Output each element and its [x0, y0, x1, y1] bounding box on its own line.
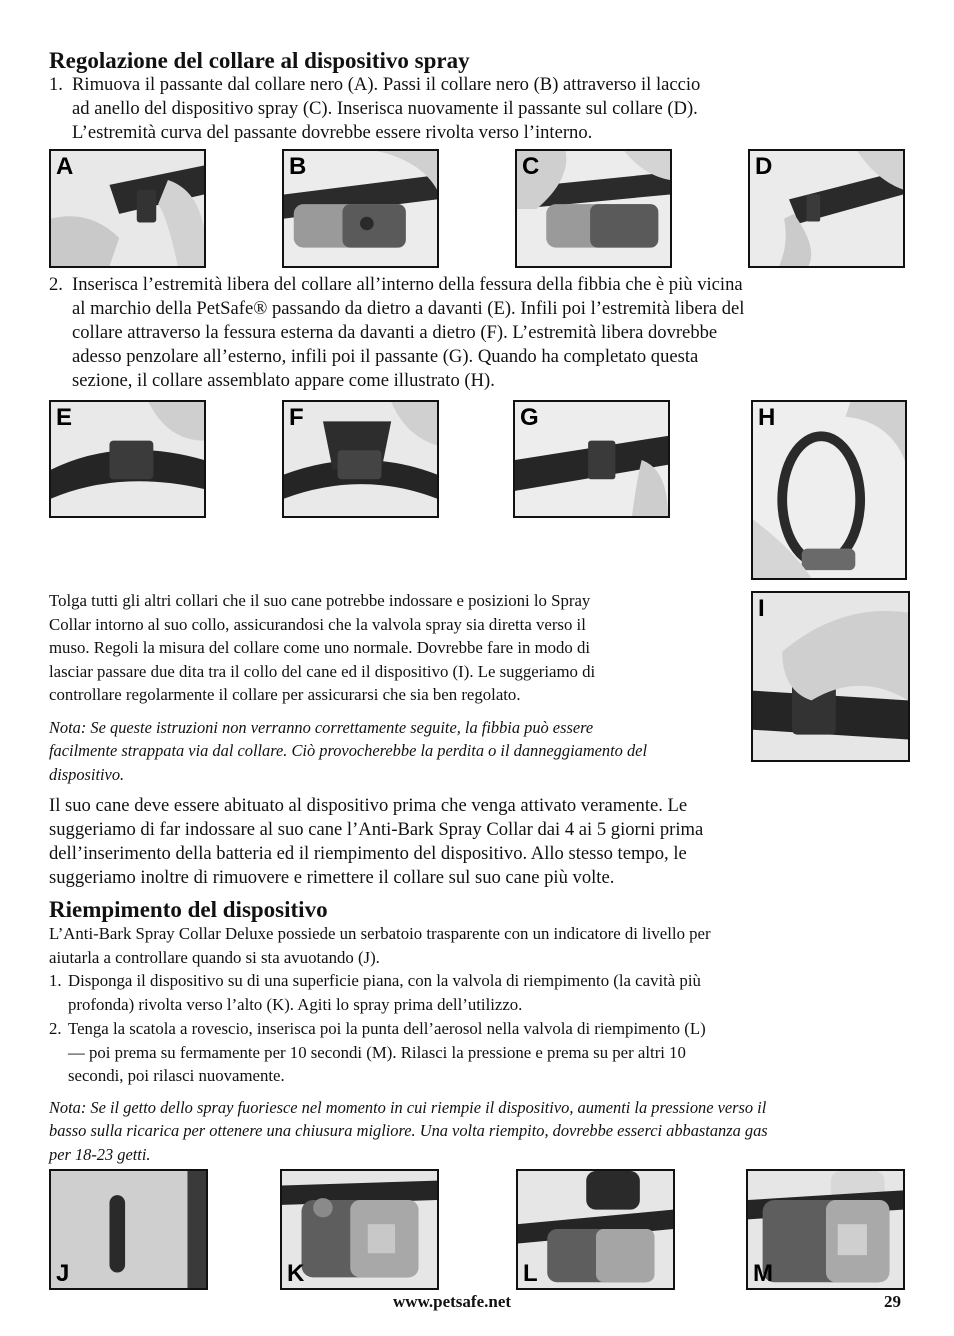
photo-h — [751, 400, 907, 580]
figure-label-d: D — [755, 153, 773, 180]
photo-l — [516, 1169, 675, 1290]
photo-f — [282, 400, 439, 518]
filling-note: Nota: Se il getto dello spray fuoriesce nel momento in cui riempie il dispositivo, aumenti la pressione verso il basso sulla ricarica per ottenere una chiusura migliore. Una volta riempito, dovrebbe esserci abbastanza gas per 18-23 getti. — [49, 1098, 768, 1164]
figure-label-k: K — [287, 1260, 305, 1287]
section-title-collar: Regolazione del collare al dispositivo spray — [49, 48, 470, 73]
figure-label-h: H — [758, 404, 776, 431]
step-1-filling: 1. Disponga il dispositivo su di una superficie piana, con la valvola di riempimento (la cavità più profonda) rivolta verso l’alto (K). Agiti lo spray prima dell’utilizzo. — [49, 971, 701, 1014]
collar-note: Nota: Se queste istruzioni non verranno correttamente seguite, la fibbia può essere facilmente strappata via dal collare. Ciò provocherebbe la perdita o il danneggiamento del dispositivo. — [49, 718, 648, 784]
figure-label-m: M — [753, 1260, 773, 1287]
step-1-collar: 1. Rimuova il passante dal collare nero (A). Passi il collare nero (B) attraverso il laccio ad anello del dispositivo spray (C). Inserisca nuovamente il passante sul collare (D). L’estremità curva del passante dovrebbe essere rivolta verso l’interno. — [49, 74, 701, 143]
photo-a — [49, 149, 206, 268]
page-number: 29 — [884, 1292, 901, 1311]
footer-url: www.petsafe.net — [393, 1292, 512, 1311]
photo-c — [515, 149, 672, 268]
figure-label-l: L — [523, 1260, 538, 1287]
figure-label-e: E — [56, 404, 73, 431]
photo-j — [49, 1169, 208, 1290]
photo-k — [280, 1169, 439, 1290]
filling-intro: L’Anti-Bark Spray Collar Deluxe possiede un serbatoio trasparente con un indicatore di livello per aiutarla a controllare quando si sta avuotando (J). — [49, 924, 711, 967]
section-title-filling: Riempimento del dispositivo — [49, 897, 328, 922]
figure-label-a: A — [56, 153, 74, 180]
photo-b — [282, 149, 439, 268]
fit-paragraph: Tolga tutti gli altri collari che il suo cane potrebbe indossare e posizioni lo Spray Collar intorno al suo collo, assicurandosi che la valvola spray sia diretta verso il muso. Regoli la misura del collare come uno normale. Dovrebbe fare in modo di lasciar passare due dita tra il collo del cane ed il dispositivo (I). Le suggeriamo di controllare regolarmente il collare per assicurarsi che sia ben regolato. — [49, 591, 596, 704]
photo-m — [746, 1169, 905, 1290]
figure-label-c: C — [522, 153, 540, 180]
step-2-filling: 2. Tenga la scatola a rovescio, inserisca poi la punta dell’aerosol nella valvola di riempimento (L) — poi prema su fermamente per 10 secondi (M). Rilasci la pressione e prema su per altri 10 secondi, poi rilasci nuovamente. — [49, 1019, 706, 1085]
figure-label-j: J — [56, 1260, 70, 1287]
photo-e — [49, 400, 206, 518]
photo-g — [513, 400, 670, 518]
figure-label-i: I — [758, 595, 765, 622]
photo-i — [751, 591, 910, 762]
figure-label-f: F — [289, 404, 304, 431]
figure-label-g: G — [520, 404, 539, 431]
step-2-collar: 2. Inserisca l’estremità libera del collare all’interno della fessura della fibbia che è più vicina al marchio della PetSafe® passando da dietro a davanti (E). Infili poi l’estremità libera del collare attraverso la fessura esterna da davanti a dietro (F). L’estremità libera dovrebbe adesso penzolare all’esterno, infili poi il passante (G). Quando ha completato questa sezione, il collare assemblato appare come illustrato (H). — [49, 274, 745, 391]
photo-d — [748, 149, 905, 268]
habituation-paragraph: Il suo cane deve essere abituato al dispositivo prima che venga attivato veramente. Le suggeriamo di far indossare al suo cane l’Anti-Bark Spray Collar dai 4 ai 5 giorni prima dell’inserimento della batteria ed il riempimento del dispositivo. Allo stesso tempo, le suggeriamo inoltre di rimuovere e rimettere il collare sul suo cane più volte. — [49, 795, 704, 888]
figure-label-b: B — [289, 153, 307, 180]
